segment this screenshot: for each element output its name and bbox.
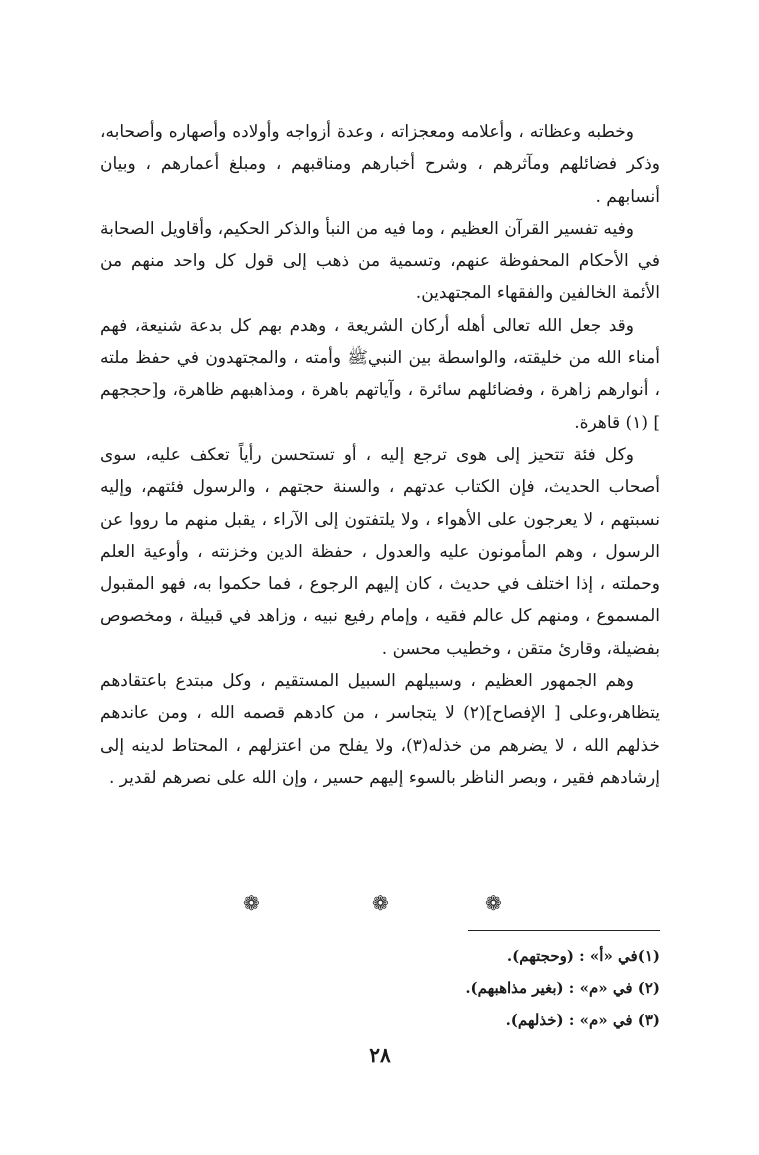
paragraph-3: وقد جعل الله تعالى أهله أركان الشريعة ، وهدم بهم كل بدعة شنيعة، فهم أمناء الله من خليقته، والواسطة بين النبيﷺ وأمته ، والمجتهدون في حفظ ملته ، أنوارهم زاهرة ، وفضائلهم سائرة ، وآياتهم باهرة ، ومذاهبهم ظاهرة، و[حججهم ] (١) قاهرة.	[100, 315, 660, 433]
paragraph-5: وهم الجمهور العظيم ، وسبيلهم السبيل المستقيم ، وكل مبتدع باعتقادهم يتظاهر،وعلى [ الإفصاح](٢) لا يتجاسر ، من كادهم قصمه الله ، ومن عاندهم خذلهم الله ، لا يضرهم من خذله(٣)، ولا يفلح من اعتزلهم ، المحتاط لدينه إلى إرشادهم فقير ، وبصر الناظر بالسوء إليهم حسير ، وإن الله على نصرهم لقدير .	[100, 671, 660, 788]
footnotes	[300, 940, 660, 1036]
section-divider	[100, 888, 660, 918]
body-text	[100, 116, 660, 794]
footnote-1: (١)في «أ» : (وحجتهم).	[506, 947, 660, 965]
footnote-divider	[468, 930, 660, 931]
paragraph-4: وكل فئة تتحيز إلى هوى ترجع إليه ، أو تستحسن رأياً تعكف عليه، سوى أصحاب الحديث، فإن الكتاب عدتهم ، والسنة حجتهم ، والرسول فئتهم، وإليه نسبتهم ، لا يعرجون على الأهواء ، ولا يلتفتون إلى الآراء ، يقبل منهم ما رووا عن الرسول ، وهم المأمونون عليه والعدول ، حفظة الدين وخزنته ، وأوعية العلم وحملته ، إذا اختلف في حديث ، كان إليهم الرجوع ، فما حكموا به، فهو المقبول المسموع ، ومنهم كل عالم فقيه ، وإمام رفيع نبيه ، وزاهد في قبيلة ، ومخصوص بفضيلة، وقارئ متقن ، وخطيب محسن .	[100, 444, 660, 659]
flower-ornament-icon: ❁	[243, 891, 260, 915]
paragraph-1: وخطبه وعظاته ، وأعلامه ومعجزاته ، وعدة أزواجه وأولاده وأصهاره وأصحابه، وذكر فضائلهم ومآثرهم ، وشرح أخبارهم ومناقبهم ، ومبلغ أعمارهم ، وبيان أنسابهم .	[100, 122, 660, 207]
footnote-2: (٢) في «م» : (بغير مذاهبهم).	[465, 979, 660, 997]
page-number: ٢٨	[369, 1043, 391, 1067]
flower-ornament-icon: ❁	[485, 891, 502, 915]
flower-ornament-icon: ❁	[372, 891, 389, 915]
footnote-3: (٣) في «م» : (خذلهم).	[505, 1011, 660, 1029]
paragraph-2: وفيه تفسير القرآن العظيم ، وما فيه من النبأ والذكر الحكيم، وأقاويل الصحابة في الأحكام المحفوظة عنهم، وتسمية من ذهب إلى قول كل واحد منهم من الأئمة الخالفين والفقهاء المجتهدين.	[100, 218, 660, 304]
